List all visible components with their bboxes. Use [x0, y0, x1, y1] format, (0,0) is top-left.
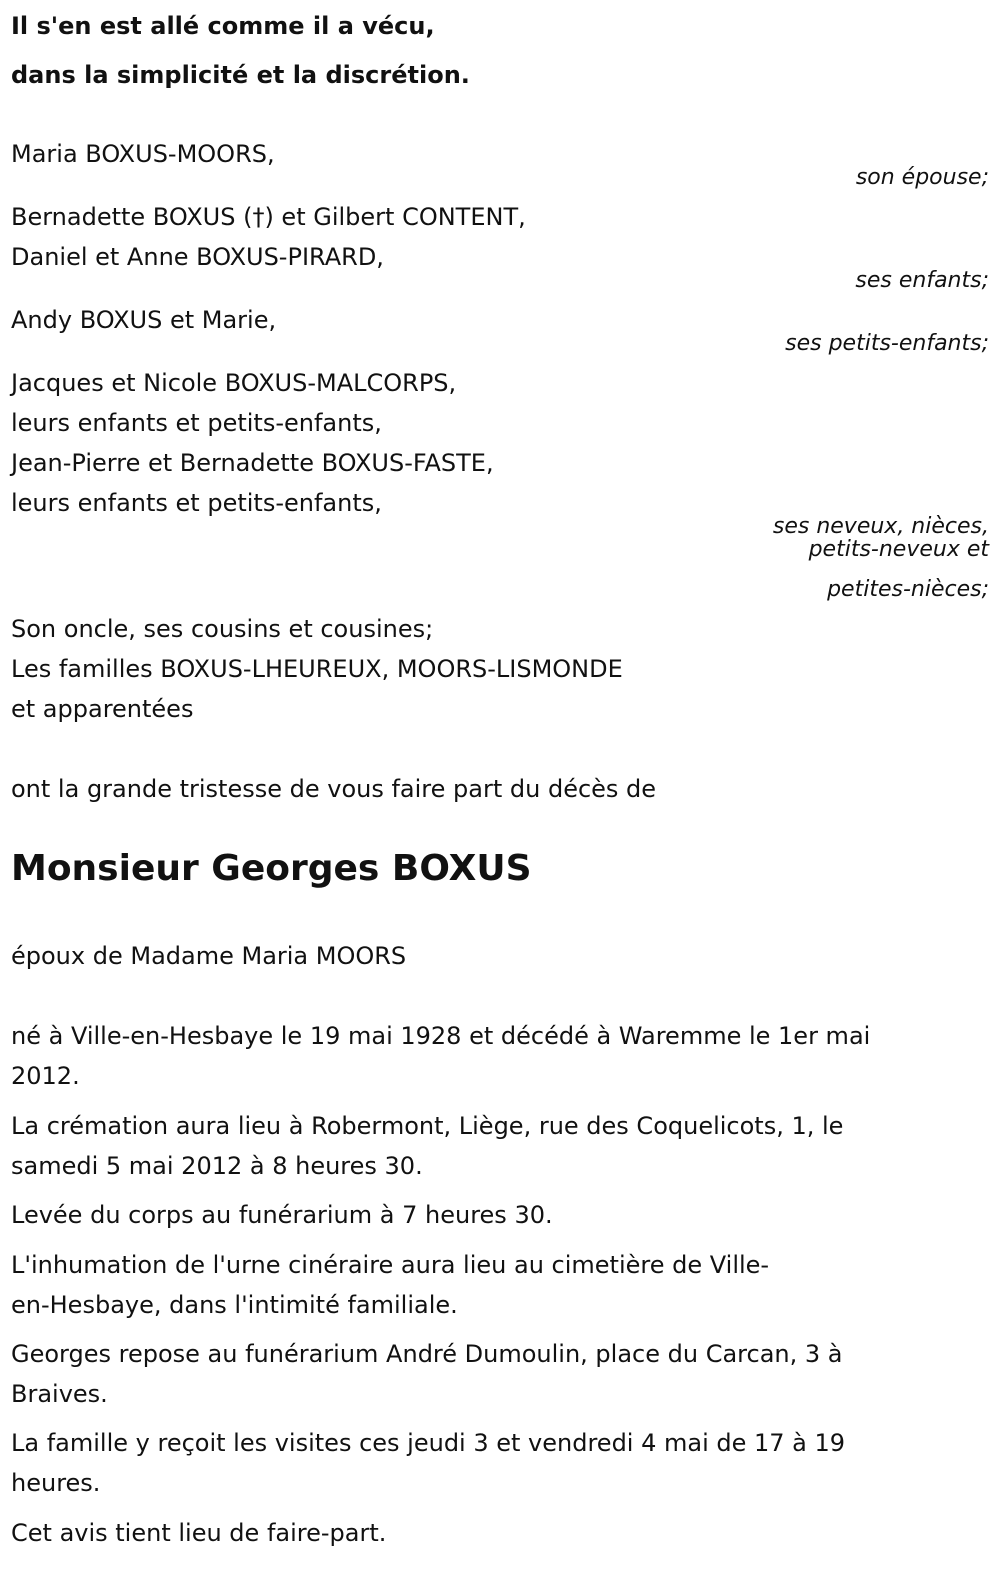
family-grandchild: Andy BOXUS et Marie, [11, 306, 277, 334]
levee-line: Levée du corps au funérarium à 7 heures 30. [11, 1201, 553, 1229]
birth-death-line-1: né à Ville-en-Hesbaye le 19 mai 1928 et décédé à Waremme le 1er mai [11, 1022, 871, 1050]
visits-line-1: La famille y reçoit les visites ces jeudi 3 et vendredi 4 mai de 17 à 19 [11, 1429, 846, 1457]
family-child-1: Bernadette BOXUS (†) et Gilbert CONTENT, [11, 203, 526, 231]
role-nephews-1: ses neveux, nièces, [772, 514, 989, 539]
burial-line-2: en-Hesbaye, dans l'intimité familiale. [11, 1291, 458, 1319]
birth-death-line-2: 2012. [11, 1062, 80, 1090]
family-nephew-2-desc: leurs enfants et petits-enfants, [11, 489, 382, 517]
role-nephews-3: petites-nièces; [827, 577, 989, 602]
cremation-line-2: samedi 5 mai 2012 à 8 heures 30. [11, 1152, 423, 1180]
role-children: ses enfants; [855, 268, 989, 293]
rests-line-2: Braives. [11, 1380, 108, 1408]
burial-line-1: L'inhumation de l'urne cinéraire aura lieu au cimetière de Ville- [11, 1251, 770, 1279]
deceased-name: Monsieur Georges BOXUS [11, 848, 532, 889]
announcement: ont la grande tristesse de vous faire part du décès de [11, 775, 657, 803]
family-nephew-1: Jacques et Nicole BOXUS-MALCORPS, [11, 369, 457, 397]
rests-line-1: Georges repose au funérarium André Dumoulin, place du Carcan, 3 à [11, 1340, 843, 1368]
family-related: et apparentées [11, 695, 194, 723]
family-nephew-1-desc: leurs enfants et petits-enfants, [11, 409, 382, 437]
visits-line-2: heures. [11, 1469, 101, 1497]
role-grandchildren: ses petits-enfants; [785, 331, 989, 356]
intro-line-2: dans la simplicité et la discrétion. [11, 61, 470, 89]
cremation-line-1: La crémation aura lieu à Robermont, Liège, rue des Coquelicots, 1, le [11, 1112, 844, 1140]
intro-line-1: Il s'en est allé comme il a vécu, [11, 12, 435, 40]
family-uncle: Son oncle, ses cousins et cousines; [11, 615, 434, 643]
family-nephew-2: Jean-Pierre et Bernadette BOXUS-FASTE, [11, 449, 494, 477]
family-child-2: Daniel et Anne BOXUS-PIRARD, [11, 243, 384, 271]
notice-line: Cet avis tient lieu de faire-part. [11, 1519, 387, 1547]
deceased-spouse-of: époux de Madame Maria MOORS [11, 942, 407, 970]
family-spouse: Maria BOXUS-MOORS, [11, 140, 275, 168]
role-spouse: son épouse; [855, 165, 989, 190]
family-families: Les familles BOXUS-LHEUREUX, MOORS-LISMONDE [11, 655, 623, 683]
role-nephews-2: petits-neveux et [808, 537, 989, 562]
